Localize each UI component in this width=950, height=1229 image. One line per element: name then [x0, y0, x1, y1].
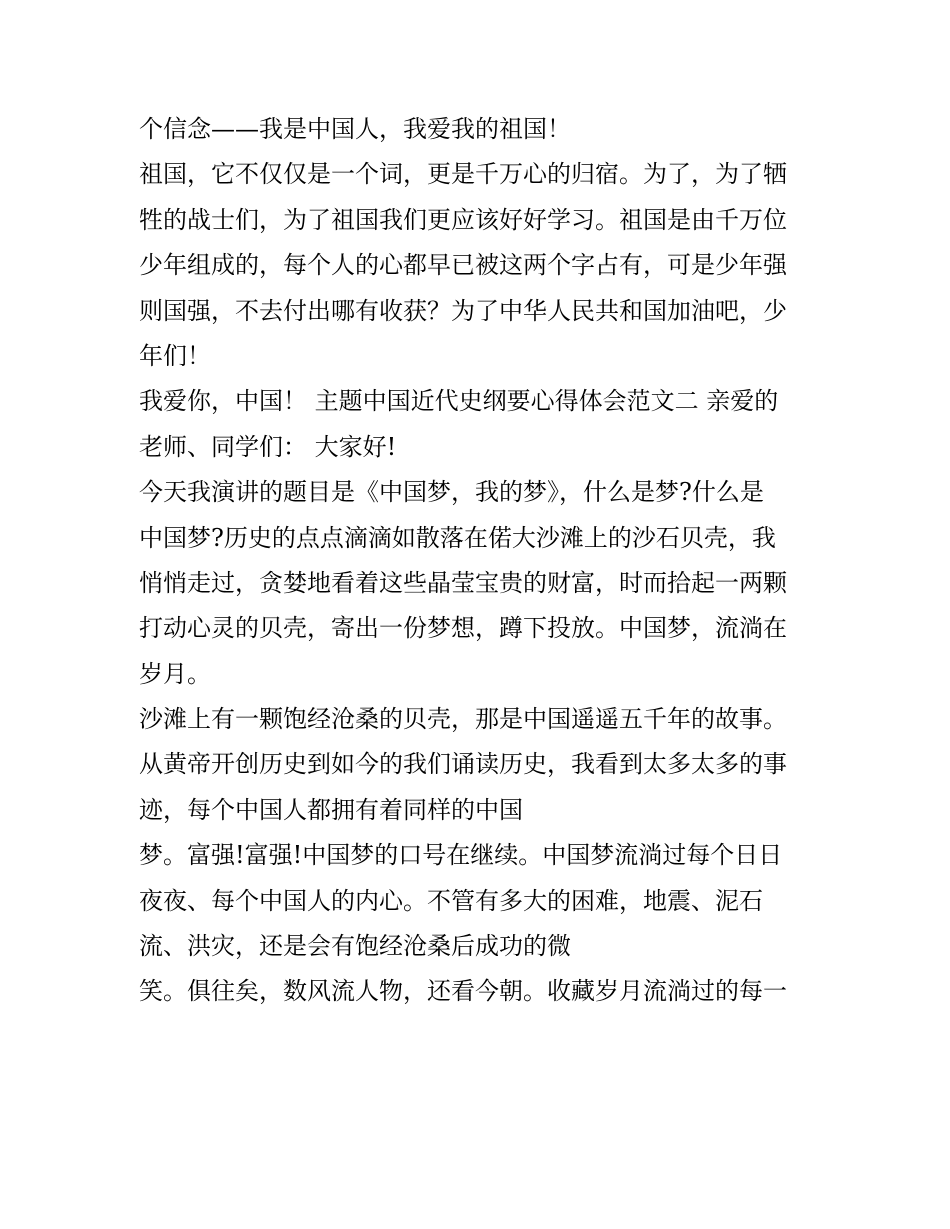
text-line: 沙滩上有一颗饱经沧桑的贝壳，那是中国遥遥五千年的故事。 [139, 705, 787, 734]
text-line: 少年组成的，每个人的心都早已被这两个字占有，可是少年强 [139, 251, 787, 280]
text-line: 笑。俱往矣，数风流人物，还看今朝。收藏岁月流淌过的每一 [139, 977, 787, 1006]
text-line: 今天我演讲的题目是《中国梦，我的梦》，什么是梦?什么是 [139, 478, 764, 507]
text-line: 梦。富强!富强!中国梦的口号在继续。中国梦流淌过每个日日 [139, 841, 783, 870]
text-line: 我爱你，中国！ 主题中国近代史纲要心得体会范文二 亲爱的 [139, 387, 779, 416]
text-line: 年们！ [139, 341, 211, 370]
text-line: 岁月。 [139, 659, 211, 688]
text-line: 牲的战士们，为了祖国我们更应该好好学习。祖国是由千万位 [139, 205, 787, 234]
text-line: 老师、同学们： 大家好! [139, 432, 397, 461]
text-line: 个信念——我是中国人，我爱我的祖国！ [139, 115, 571, 143]
text-line: 则国强，不去付出哪有收获？为了中华人民共和国加油吧，少 [139, 296, 787, 325]
text-line: 流、洪灾，还是会有饱经沧桑后成功的微 [139, 932, 571, 961]
text-line: 悄悄走过，贪婪地看着这些晶莹宝贵的财富，时而拾起一两颗 [139, 568, 787, 597]
body-text [139, 107, 829, 1015]
text-line: 夜夜、每个中国人的内心。不管有多大的困难，地震、泥石 [139, 886, 763, 915]
text-line: 打动心灵的贝壳，寄出一份梦想，蹲下投放。中国梦，流淌在 [139, 614, 787, 643]
text-line: 从黄帝开创历史到如今的我们诵读历史，我看到太多太多的事 [139, 750, 787, 779]
text-line: 迹，每个中国人都拥有着同样的中国 [139, 795, 523, 824]
text-line: 祖国，它不仅仅是一个词，更是千万心的归宿。为了，为了牺 [139, 160, 787, 189]
text-line: 中国梦?历史的点点滴滴如散落在偌大沙滩上的沙石贝壳，我 [139, 523, 776, 552]
